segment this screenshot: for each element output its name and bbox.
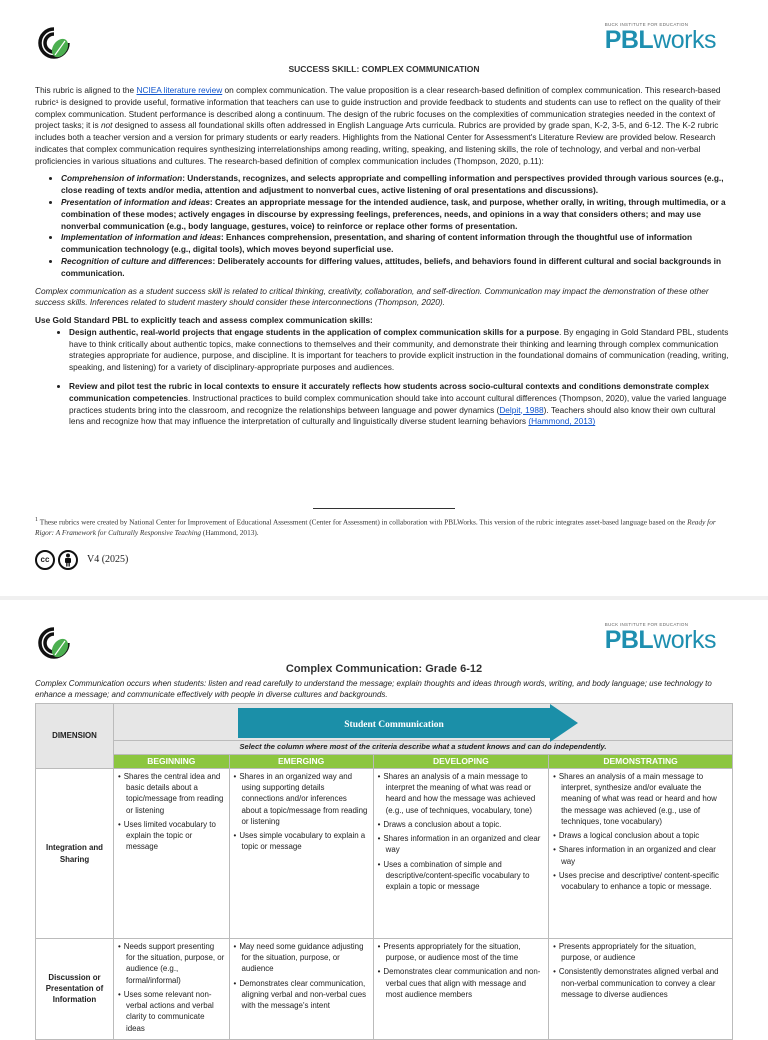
rubric-row-discussion	[36, 939, 733, 1040]
page-1-body	[35, 85, 731, 434]
definition-item: • Recognition of culture and differences: Deliberately accounts for differing values, attitudes, beliefs, and behaviors found in different cultural and social backgrounds in communication.	[61, 256, 731, 280]
logo-pbl: PBL	[604, 26, 654, 55]
person-icon	[62, 553, 74, 567]
level-beginning: BEGINNING	[114, 755, 230, 769]
version-label: V4 (2025)	[87, 553, 129, 565]
logo-tagline: BUCK INSTITUTE FOR EDUCATION	[604, 622, 689, 627]
criteria-cell: • Shares the central idea and basic details about a topic/message from reading or listening • Uses limited vocabulary to explain the topic or message	[114, 769, 230, 939]
gold-standard-item: • Review and pilot test the rubric in local contexts to ensure it accurately reflects how students across socio-cultural contexts and conditions demonstrate complex communication competencies. Instructional practices to build complex communication should take into account cultural differences (Thompson, 2020), value the varied language practices students bring into the classroom, and recognize the relationships between language and power dynamics (Delpit, 1988). Teachers should also know their own cultural lens and recognize how that may influence the interpretation of culturally and linguistically diverse student learning behaviors (Hammond, 2013)	[69, 381, 731, 428]
criteria-cell: • May need some guidance adjusting for the situation, purpose, or audience • Demonstrates clear communication, aligning verbal and non-verbal cues with the message's intent	[229, 939, 373, 1040]
criteria-cell: • Needs support presenting for the situation, purpose, or audience (e.g., formal/informal) • Uses some relevant non-verbal actions and verbal clarity to communicate ideas	[114, 939, 230, 1040]
logo-pbl: PBL	[604, 626, 654, 655]
page-title: SUCCESS SKILL: COMPLEX COMMUNICATION	[288, 64, 480, 74]
interconnection-note: Complex communication as a student success skill is related to critical thinking, creativity, collaboration, and self-direction. Communication may impact the demonstration of these other success skills. Inferences related to student mastery should consider these interconnections (Thompson, 2020).	[35, 285, 709, 308]
attribution-icon	[58, 550, 78, 570]
arrow-right-icon	[238, 704, 578, 742]
dimension-integration-sharing: Integration and Sharing	[36, 769, 114, 939]
select-instruction: Select the column where most of the criteria describe what a student knows and can do independently.	[114, 741, 733, 755]
dimension-header: DIMENSION	[36, 704, 114, 769]
nciea-literature-review-link[interactable]: NCIEA literature review	[136, 85, 223, 95]
definition-item: • Presentation of information and ideas: Creates an appropriate message for the intended audience, task, and purpose, whether orally, in writing, through multimedia, or a combination of these modes; actively engages in discourse by expressing feelings, preferences, needs, and opinions in a way that considers others; and may use nonverbal communication (e.g., body language, gestures, voice) to reinforce or replace other forms of presentation.	[61, 197, 731, 232]
delpit-link[interactable]: Delpit, 1988	[499, 404, 544, 415]
rubric-row-integration	[36, 769, 733, 939]
progress-arrow	[238, 704, 578, 745]
pblworks-logo	[604, 622, 716, 655]
intro-paragraph: This rubric is aligned to the NCIEA literature review on complex communication. The value proposition is a clear research-based definition of complex communication. This research-based rubric¹ is designed to provide useful, formative information that teachers can use to guide instruction and provide feedback to students and students can use to reflect on the quality of their complex communication. Student performance is described along a continuum. The design of the rubric focuses on the complexities of communication strategies needed in the context of project tasks; it is not designed to assess all foundational skills often addressed in English Language Arts curricula. Rubrics are provided by grade span, K-2, 3-5, and 6-12. The K-2 rubric includes both a teacher version and a version for primary students or early readers. Highlights from the National Center for Assessment's Literature Review are provided below. Research indicates that complex communication requires synthesizing interrelationships among reading, writing, speaking, and listening skills, the role of technology, and verbal and non-verbal proficiencies in various situations and cultures. The research-based definition of complex communication includes (Thompson, 2020, p.11):	[35, 85, 721, 166]
rubric-table	[35, 703, 733, 1040]
pblworks-leaf-logo-icon	[36, 626, 72, 660]
criteria-cell: • Shares an analysis of a main message to interpret the meaning of what was read or heard and how the message was achieved (e.g., use of techniques, vocabulary, tone) • Draws a conclusion about a topic. • Shares information in an organized and clear way • Uses a combination of simple and descriptive/content-specific vocabulary to explain a topic or message	[373, 769, 548, 939]
criteria-cell: • Presents appropriately for the situation, purpose, or audience • Consistently demonstrates aligned verbal and non-verbal communication to convey a clear message to diverse audiences	[549, 939, 733, 1040]
creative-commons-icon: cc	[35, 550, 55, 570]
criteria-cell: • Shares an analysis of a main message to interpret, synthesize and/or evaluate the meaning of what was read or heard and how the message was achieved (e.g., use of techniques, tone vocabulary) • Draws a logical conclusion about a topic • Shares information in an organized and clear way • Uses precise and descriptive/ content-specific vocabulary to enhance a topic or message.	[549, 769, 733, 939]
pblworks-leaf-logo-icon	[36, 26, 72, 60]
student-communication-band	[114, 704, 733, 741]
dimension-discussion-presentation: Discussion or Presentation of Information	[36, 939, 114, 1040]
level-demonstrating: DEMONSTRATING	[549, 755, 733, 769]
logo-tagline: BUCK INSTITUTE FOR EDUCATION	[604, 22, 689, 27]
level-emerging: EMERGING	[229, 755, 373, 769]
definition-list	[61, 173, 731, 279]
rubric-title: Complex Communication: Grade 6-12	[285, 663, 483, 675]
pblworks-logo	[604, 22, 716, 55]
gold-standard-item: • Design authentic, real-world projects that engage students in the application of complex communication skills for a purpose. By engaging in Gold Standard PBL, students have to think critically about authentic topics, make connections to themselves and their community, and demonstrate their thinking and learning through complex communication strategies appropriate for audience, purpose, and discipline. It is important for teachers to provide explicit instruction in the foundational domains of communication (reading, writing, speaking, and listening) for a variety of disciplinary-appropriate purposes and audiences.	[69, 327, 731, 374]
gold-standard-list	[69, 327, 731, 428]
definition-item: • Implementation of information and ideas: Enhances comprehension, presentation, and sharing of content information through the thoughtful use of information communication technology (e.g., digital tools), which moves beyond superficial use.	[61, 232, 731, 256]
page-2	[0, 600, 768, 1033]
logo-works: works	[653, 626, 716, 655]
criteria-cell: • Shares in an organized way and using supporting details connections and/or inferences about a topic/message from reading or listening • Uses simple vocabulary to explain a topic or message	[229, 769, 373, 939]
hammond-link[interactable]: (Hammond, 2013)	[528, 416, 596, 427]
gold-standard-heading: Use Gold Standard PBL to explicitly teach and assess complex communication skills:	[35, 315, 373, 326]
criteria-cell: • Presents appropriately for the situation, purpose, or audience most of the time • Demonstrates clear communication and non-verbal cues that align with message and most audience members	[373, 939, 548, 1040]
arrow-label: Student Communication	[344, 720, 444, 730]
definition-item: • Comprehension of information: Understands, recognizes, and selects appropriate and compelling information and perspectives provided through various sources (e.g., close reading of texts and/or media, attention and adjustment to nonverbal cues, active listening of oral presentations and discussions).	[61, 173, 731, 197]
license-block	[35, 550, 128, 570]
footnote-separator	[313, 508, 455, 509]
rubric-subtitle: Complex Communication occurs when students: listen and read carefully to understand the message; explain thoughts and ideas through words, writing, and body language; use technology to enhance a message; and communicate effectively with people in diverse cultures and backgrounds.	[35, 679, 712, 700]
footnote: $^1$ These rubrics were created by National Center for Improvement of Educational Assessment (Center for Assessment) in collaboration with PBLWorks. This version of the rubric integrates asset-based language based on the Ready for Rigor: A Framework for Culturally Responsive Teaching (Hammond, 2013).	[35, 517, 716, 538]
level-developing: DEVELOPING	[373, 755, 548, 769]
logo-works: works	[653, 26, 716, 55]
